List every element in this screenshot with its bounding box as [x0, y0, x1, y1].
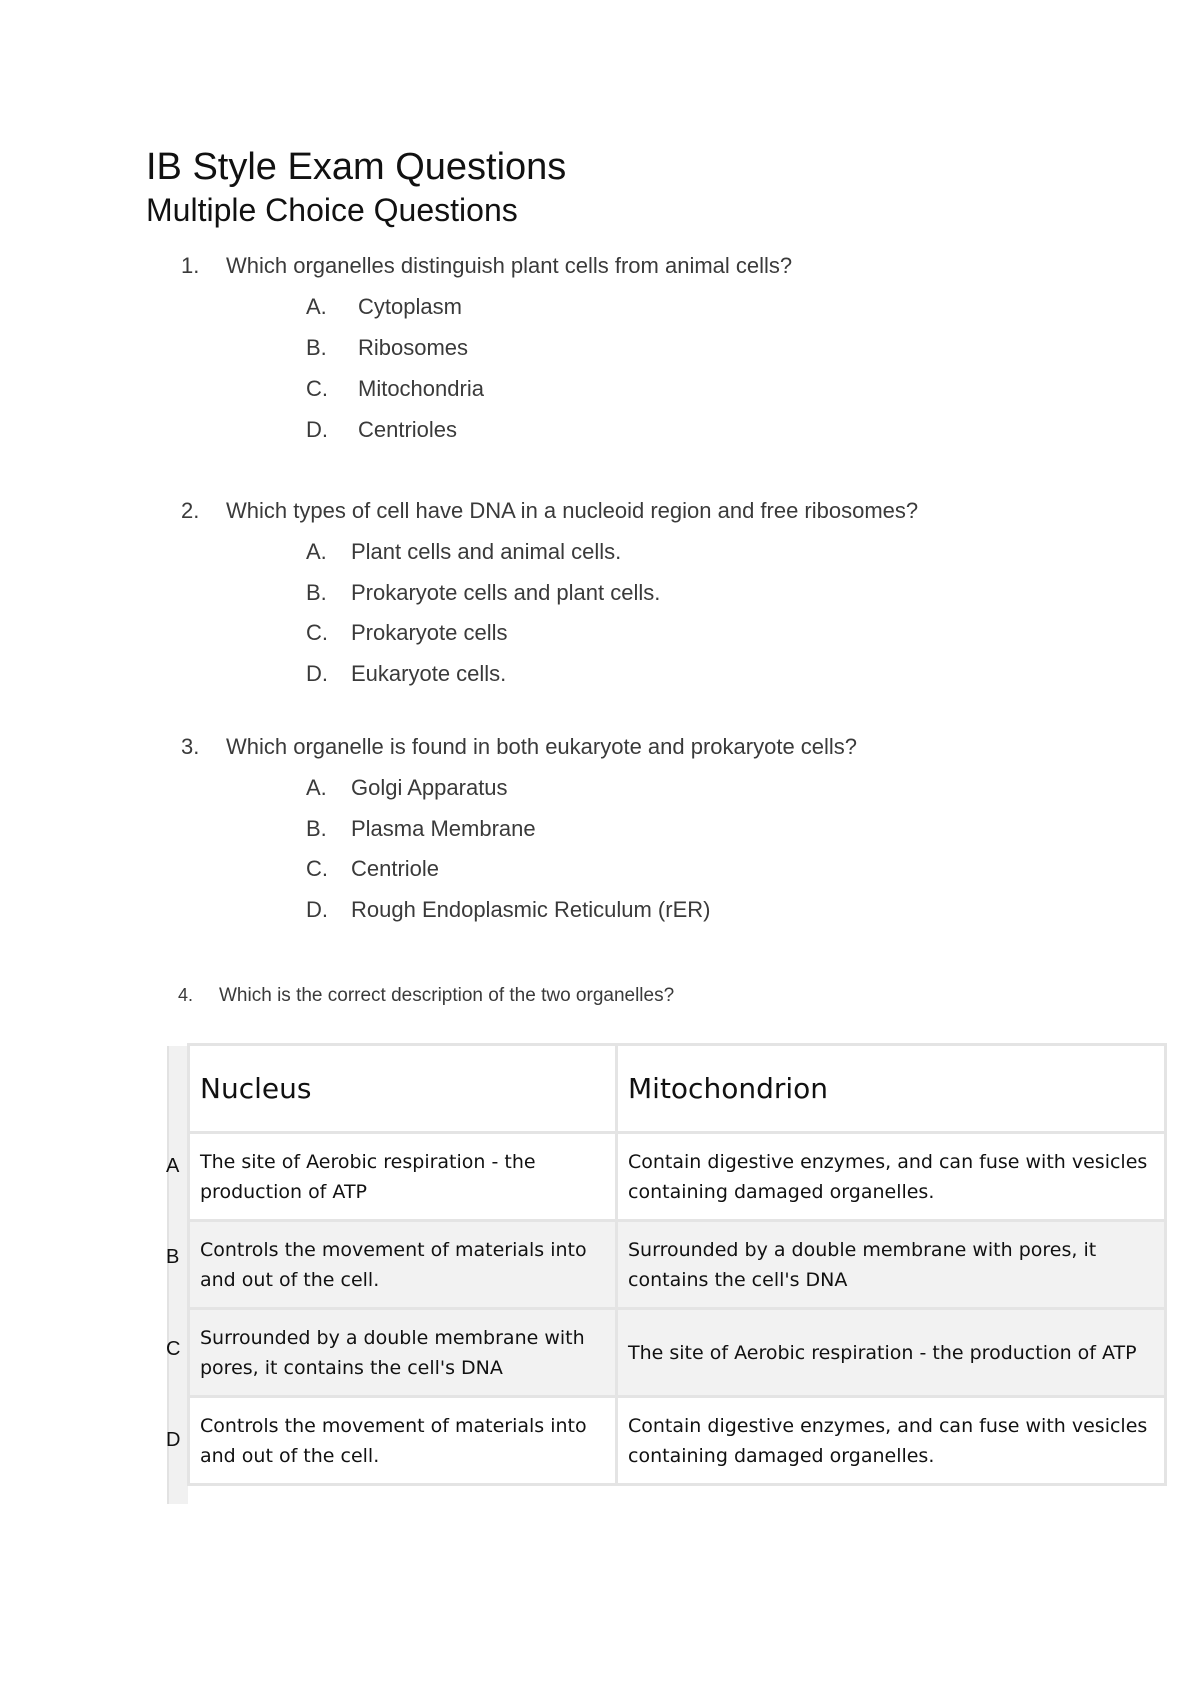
header-nucleus: Nucleus: [189, 1045, 617, 1133]
cell-mitochondrion: Contain digestive enzymes, and can fuse with vesicles containing damaged organelles.: [617, 1397, 1166, 1485]
page-title: IB Style Exam Questions: [146, 146, 567, 188]
option-letter: C.: [306, 856, 328, 881]
cell-mitochondrion: The site of Aerobic respiration - the production of ATP: [617, 1309, 1166, 1397]
option-letter: B.: [306, 580, 327, 605]
option-text: Plasma Membrane: [351, 816, 536, 841]
question-text: Which organelles distinguish plant cells from animal cells?: [226, 253, 793, 278]
question-text: Which is the correct description of the two organelles?: [219, 985, 675, 1006]
table-row-c: [189, 1309, 1166, 1397]
option-text: Centriole: [351, 856, 440, 881]
section-subtitle: Multiple Choice Questions: [146, 192, 518, 228]
option-text: Golgi Apparatus: [351, 775, 508, 800]
option-letter: A.: [306, 775, 327, 800]
row-label-d: D: [166, 1429, 181, 1451]
option-text: Centrioles: [358, 417, 458, 442]
question-text: Which types of cell have DNA in a nucleoid region and free ribosomes?: [226, 498, 919, 523]
option-letter: D.: [306, 661, 328, 686]
option-text: Ribosomes: [358, 335, 469, 360]
option-text: Cytoplasm: [358, 294, 462, 319]
option-letter: A.: [306, 294, 327, 319]
question-number: 3.: [181, 734, 200, 759]
option-text: Prokaryote cells: [351, 620, 508, 645]
table-row-b: [189, 1221, 1166, 1309]
cell-mitochondrion: Contain digestive enzymes, and can fuse with vesicles containing damaged organelles.: [617, 1133, 1166, 1221]
option-letter: D.: [306, 417, 328, 442]
row-label-a: A: [166, 1155, 180, 1177]
question-number: 1.: [181, 253, 200, 278]
header-mitochondrion: Mitochondrion: [617, 1045, 1166, 1133]
cell-mitochondrion: Surrounded by a double membrane with pores, it contains the cell's DNA: [617, 1221, 1166, 1309]
row-label-c: C: [166, 1338, 181, 1360]
option-text: Plant cells and animal cells.: [351, 539, 622, 564]
cell-nucleus: Controls the movement of materials into and out of the cell.: [189, 1397, 617, 1485]
option-text: Eukaryote cells.: [351, 661, 507, 686]
option-letter: B.: [306, 816, 327, 841]
option-letter: A.: [306, 539, 327, 564]
organelle-table: [187, 1043, 1167, 1486]
option-letter: B.: [306, 335, 327, 360]
option-text: Mitochondria: [358, 376, 484, 401]
question-number: 2.: [181, 498, 200, 523]
option-letter: C.: [306, 376, 328, 401]
cell-nucleus: Surrounded by a double membrane with pores, it contains the cell's DNA: [189, 1309, 617, 1397]
question-number: 4.: [178, 985, 194, 1005]
option-text: Prokaryote cells and plant cells.: [351, 580, 661, 605]
option-letter: D.: [306, 897, 328, 922]
table-row-a: [189, 1133, 1166, 1221]
cell-nucleus: The site of Aerobic respiration - the production of ATP: [189, 1133, 617, 1221]
table-header-row: [189, 1045, 1166, 1133]
cell-nucleus: Controls the movement of materials into and out of the cell.: [189, 1221, 617, 1309]
row-label-b: B: [166, 1246, 180, 1268]
question-text: Which organelle is found in both eukaryote and prokaryote cells?: [226, 734, 858, 759]
table-row-d: [189, 1397, 1166, 1485]
option-letter: C.: [306, 620, 328, 645]
option-text: Rough Endoplasmic Reticulum (rER): [351, 897, 711, 922]
